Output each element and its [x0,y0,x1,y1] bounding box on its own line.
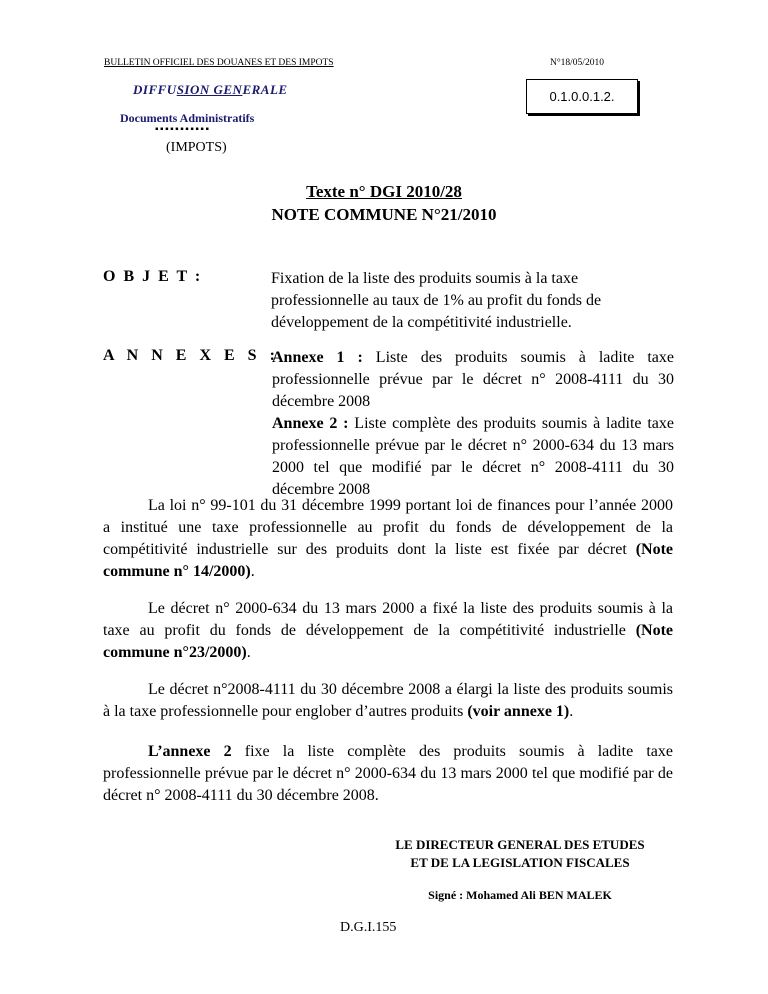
p4-annexe-ref: L’annexe 2 [148,743,232,760]
annexe-1-label: Annexe 1 : [272,349,363,366]
p2-reference: (Note commune n°23/2000) [103,622,673,661]
paragraph-3 [103,679,673,723]
p4-text: fixe la liste complète des produits soumis à ladite taxe professionnelle prévue par le décret n° 2000-634 du 13 mars 2000 tel que modifié par de décret n° 2008-4111 du 30 décembre 2008. [103,743,673,804]
objet-text: Fixation de la liste des produits soumis à la taxe professionnelle au taux de 1% au profit du fonds de développement de la compétitivité industrielle. [271,270,602,331]
classification-code-box: 0.1.0.0.1.2. [526,79,638,114]
annexe-1-text: Liste des produits soumis à ladite taxe professionnelle prévue par le décret n° 2008-4111 du 30 décembre 2008 [272,349,674,410]
texte-title: Texte n° DGI 2010/28 [306,182,462,201]
impots-label: (IMPOTS) [166,140,227,155]
diffusion-part-a: DIFFU [133,82,177,97]
p3-text: Le décret n°2008-4111 du 30 décembre 2008 a élargi la liste des produits soumis à la taxe professionnelle pour englober d’autres produits [103,681,673,720]
signatory-title [360,836,680,872]
diffusion-part-b: SION GEN [176,82,243,97]
paragraph-4 [103,741,673,807]
annexe-2-item [272,413,674,501]
paragraph-1 [103,495,673,583]
p1-reference: (Note commune n° 14/2000) [103,541,673,580]
p3-end: . [569,703,574,720]
p1-text: La loi n° 99-101 du 31 décembre 1999 portant loi de finances pour l’année 2000 a institué une taxe professionnelle au profit du fonds de développement de la compétitivité industrielle sur des produits dont la liste est fixée par décret [103,497,673,558]
objet-label: O B J E T : [103,268,203,285]
p2-end: . [246,644,251,661]
annexe-1-item [272,347,674,413]
annexes-label: A N N E X E S : [103,347,280,364]
diffusion-part-c: ERALE [242,82,288,97]
annexe-2-label: Annexe 2 : [272,415,349,432]
p1-end: . [250,563,255,580]
annexe-2-text: Liste complète des produits soumis à ladite taxe professionnelle prévue par le décret n° 2000-634 du 13 mars 2000 tel que modifié par le décret n° 2008-4111 du 30 décembre 2008 [272,415,674,498]
annexes-list [272,347,674,501]
diffusion-label [133,82,288,98]
paragraph-2 [103,598,673,664]
signatory-line-1: LE DIRECTEUR GENERAL DES ETUDES [395,837,645,852]
documents-administratifs-label: Documents Administratifs [120,111,255,125]
footer-reference: D.G.I.155 [340,920,397,935]
dotted-divider: ▪▪▪▪▪▪▪▪▪▪▪ [155,124,211,135]
p3-reference: (voir annexe 1) [467,703,570,720]
p2-text: Le décret n° 2000-634 du 13 mars 2000 a fixé la liste des produits soumis à la taxe au profit du fonds de développement de la compétitivité industrielle [103,600,673,639]
bulletin-number: N°18/05/2010 [550,58,604,68]
signatory-line-2: ET DE LA LEGISLATION FISCALES [410,855,630,870]
note-commune-title: NOTE COMMUNE N°21/2010 [271,205,497,224]
bulletin-header: BULLETIN OFFICIEL DES DOUANES ET DES IMPOTS [104,58,334,68]
signature-line: Signé : Mohamed Ali BEN MALEK [428,888,612,902]
